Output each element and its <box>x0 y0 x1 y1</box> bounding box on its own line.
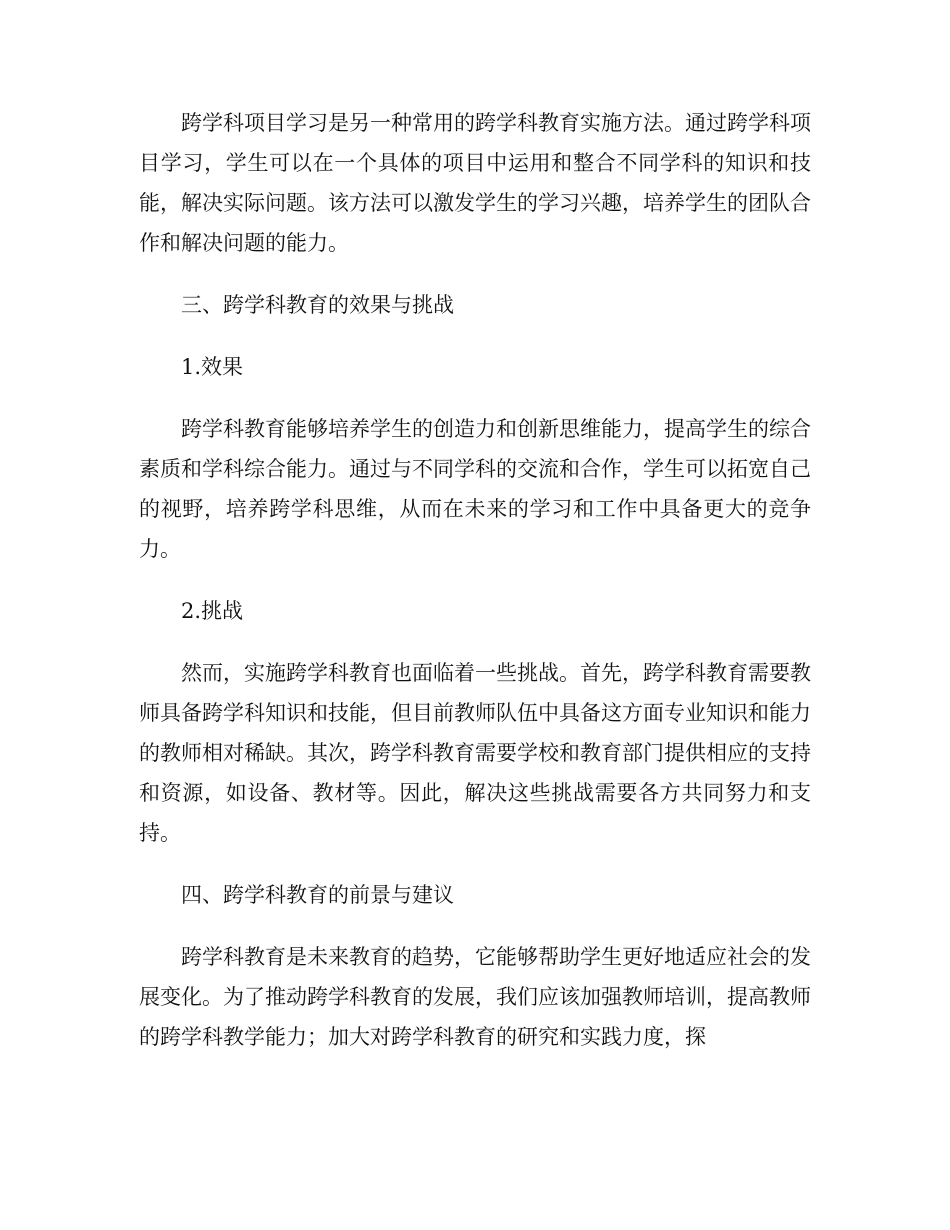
paragraph-effects: 跨学科教育能够培养学生的创造力和创新思维能力，提高学生的综合素质和学科综合能力。通过与不同学科的交流和合作，学生可以拓宽自己的视野，培养跨学科思维，从而在未来的学习和工作中具备更大的竞争力。 <box>139 417 811 561</box>
document-body <box>139 103 811 1079</box>
subheading-effects: 1.效果 <box>181 355 244 379</box>
paragraph-challenges: 然而，实施跨学科教育也面临着一些挑战。首先，跨学科教育需要教师具备跨学科知识和技能，但目前教师队伍中具备这方面专业知识和能力的教师相对稀缺。其次，跨学科教育需要学校和教育部门提供相应的支持和资源，如设备、教材等。因此，解决这些挑战需要各方共同努力和支持。 <box>139 661 811 845</box>
section-heading-prospects-suggestions: 四、跨学科教育的前景与建议 <box>181 883 454 907</box>
section-heading-effects-challenges: 三、跨学科教育的效果与挑战 <box>181 293 454 317</box>
paragraph-project-learning: 跨学科项目学习是另一种常用的跨学科教育实施方法。通过跨学科项目学习，学生可以在一个具体的项目中运用和整合不同学科的知识和技能，解决实际问题。该方法可以激发学生的学习兴趣，培养学生的团队合作和解决问题的能力。 <box>139 111 811 255</box>
subheading-challenges: 2.挑战 <box>181 599 244 623</box>
paragraph-prospects: 跨学科教育是未来教育的趋势，它能够帮助学生更好地适应社会的发展变化。为了推动跨学科教育的发展，我们应该加强教师培训，提高教师的跨学科教学能力；加大对跨学科教育的研究和实践力度，探 <box>139 945 811 1049</box>
